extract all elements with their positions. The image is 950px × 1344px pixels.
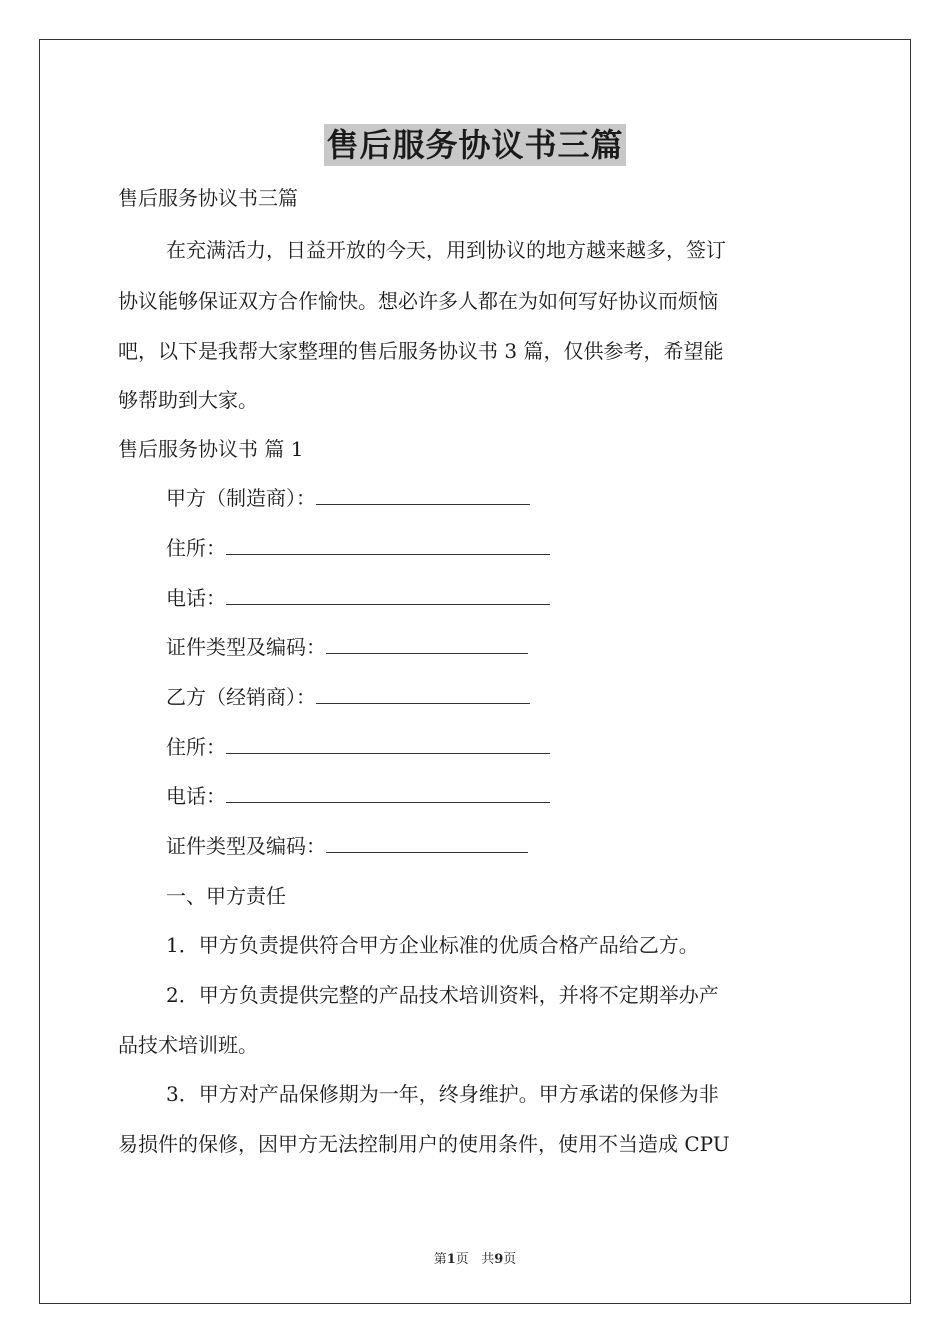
party-b-phone-field <box>166 776 550 816</box>
field-label: 住所： <box>166 536 226 560</box>
party-a-phone-field <box>166 578 550 618</box>
party-a-name-field <box>166 478 530 518</box>
field-label: 电话： <box>166 586 226 610</box>
fill-blank[interactable] <box>326 633 528 654</box>
fill-blank[interactable] <box>226 584 550 605</box>
page-footer <box>0 1248 950 1267</box>
document-title: 售后服务协议书三篇 <box>326 126 624 164</box>
total-pages-number: 9 <box>494 1252 504 1267</box>
clause-line: 3．甲方对产品保修期为一年，终身维护。甲方承诺的保修为非 <box>166 1082 719 1106</box>
clause-line: 易损件的保修，因甲方无法控制用户的使用条件，使用不当造成 CPU <box>118 1132 730 1156</box>
intro-line: 协议能够保证双方合作愉快。想必许多人都在为如何写好协议而烦恼 <box>118 289 718 313</box>
total-prefix: 共 <box>481 1252 495 1267</box>
party-b-name-field <box>166 677 530 717</box>
section-heading: 售后服务协议书 篇 1 <box>118 437 304 461</box>
field-label: 证件类型及编码： <box>166 635 326 659</box>
field-label: 甲方（制造商）： <box>166 486 316 510</box>
clause-line: 2．甲方负责提供完整的产品技术培训资料，并将不定期举办产 <box>166 983 719 1007</box>
current-page-number: 1 <box>446 1252 456 1267</box>
fill-blank[interactable] <box>316 683 530 704</box>
clause-heading: 一、甲方责任 <box>166 884 286 908</box>
fill-blank[interactable] <box>316 484 530 505</box>
fill-blank[interactable] <box>226 782 550 803</box>
page-border <box>39 39 911 1304</box>
field-label: 电话： <box>166 784 226 808</box>
fill-blank[interactable] <box>326 832 528 853</box>
field-label: 证件类型及编码： <box>166 834 326 858</box>
page-suffix: 页 <box>455 1252 469 1267</box>
clause-line: 1．甲方负责提供符合甲方企业标准的优质合格产品给乙方。 <box>166 933 699 957</box>
fill-blank[interactable] <box>226 534 550 555</box>
intro-line: 够帮助到大家。 <box>118 388 258 412</box>
clause-line: 品技术培训班。 <box>118 1033 258 1057</box>
fill-blank[interactable] <box>226 733 550 754</box>
field-label: 乙方（经销商）： <box>166 685 316 709</box>
intro-line: 吧，以下是我帮大家整理的售后服务协议书 3 篇，仅供参考，希望能 <box>118 339 724 363</box>
document-subtitle: 售后服务协议书三篇 <box>118 186 298 210</box>
total-suffix: 页 <box>503 1252 517 1267</box>
field-label: 住所： <box>166 735 226 759</box>
party-b-address-field <box>166 727 550 767</box>
party-b-id-field <box>166 826 528 866</box>
page-prefix: 第 <box>433 1252 447 1267</box>
party-a-address-field <box>166 528 550 568</box>
party-a-id-field <box>166 627 528 667</box>
title-container <box>0 124 950 166</box>
intro-line: 在充满活力，日益开放的今天，用到协议的地方越来越多，签订 <box>166 238 726 262</box>
